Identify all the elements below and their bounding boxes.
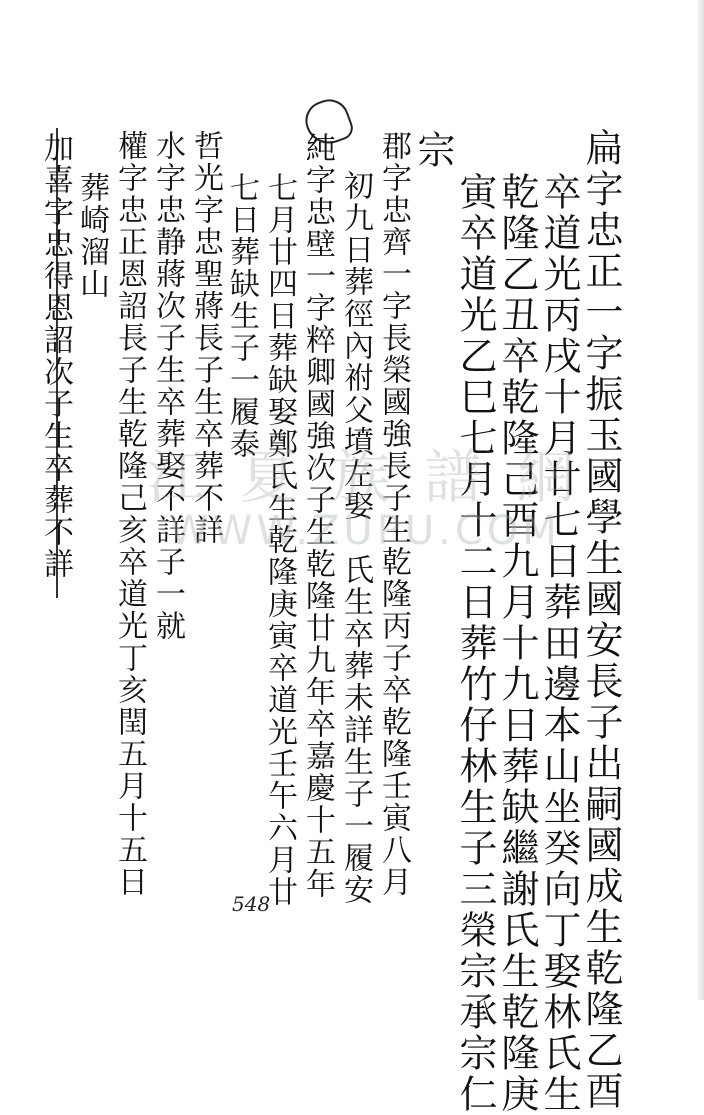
watermark-chinese: 江 夏 族 譜 網 xyxy=(147,443,583,511)
text-column-1: 扁字忠正一字振玉國學生國安長子出嗣國成生乾隆乙酉 xyxy=(579,128,623,1112)
text-column-5: 宗 xyxy=(411,130,455,171)
text-column-7: 初九日葬徑內祔父墳左娶 氏生卒葬未詳生子一履安 xyxy=(338,170,373,906)
text-column-3: 乾隆乙丑卒乾隆己酉九月十九日葬缺繼謝氏生乾隆庚 xyxy=(495,172,539,1115)
text-column-13: 權字忠正恩詔長子生乾隆己亥卒道光丁亥閏五月十五日 xyxy=(112,130,147,898)
watermark-url: WWW.ZUPU.COM xyxy=(169,508,561,554)
text-column-11: 哲光字忠聖蔣長子生卒葬不詳 xyxy=(188,130,223,546)
text-column-2: 卒道光丙戌十月廿七日葬田邊本山坐癸向丁娶林氏生 xyxy=(537,172,581,1115)
text-column-9: 七月廿四日葬缺娶鄭氏生乾隆庚寅卒道光壬午六月廿 xyxy=(262,172,297,908)
page-edge xyxy=(698,0,704,1000)
text-column-10: 七日葬缺生子一履泰 xyxy=(224,172,259,460)
text-column-14: 葬崎溜山 xyxy=(74,172,109,300)
text-column-12: 水字忠静蔣次子生卒葬娶不詳子一就 xyxy=(150,130,185,642)
text-column-8: 純字忠壁一字粹卿國強次子生乾隆廿九年卒嘉慶十五年 xyxy=(300,132,335,900)
text-column-15: 加喜字忠得恩詔次子生卒葬不詳 xyxy=(38,132,73,580)
page-number: 548 xyxy=(232,892,271,916)
text-column-6: 郡字忠齊一字長榮國強長子生乾隆丙子卒乾隆壬寅八月 xyxy=(376,130,411,898)
text-column-4: 寅卒道光乙巳七月十二日葬竹仔林生子三榮宗承宗仁 xyxy=(453,172,497,1115)
